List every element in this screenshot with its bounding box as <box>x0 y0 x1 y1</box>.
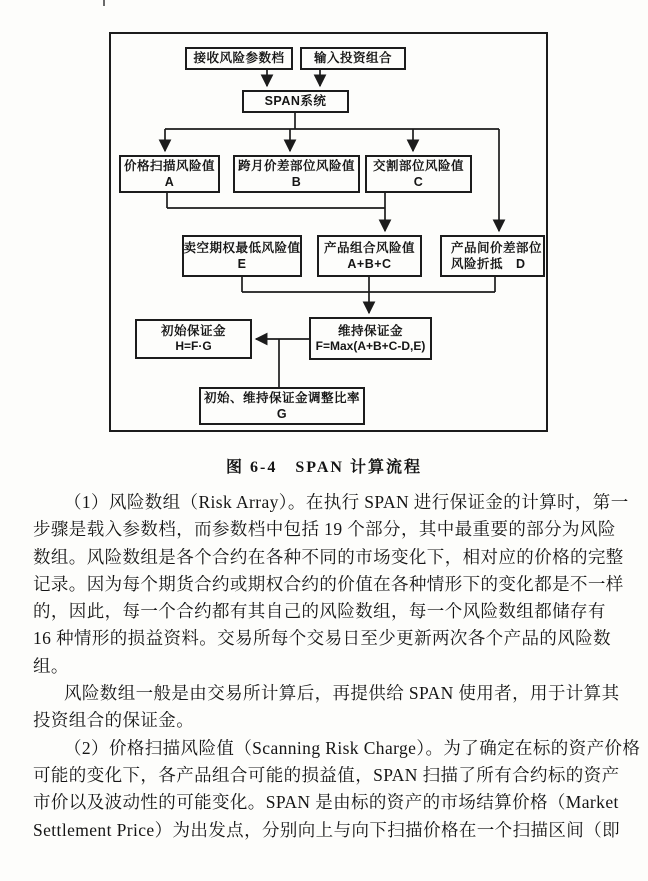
body-text <box>33 489 641 844</box>
flow-box-intermonth-spread-B <box>233 155 360 193</box>
flow-box-label: 产品间价差部位 <box>451 240 543 255</box>
flow-box-code: G <box>276 407 288 421</box>
flow-box-receive-params <box>185 47 293 70</box>
text-line: （2）价格扫描风险值（Scanning Risk Charge）。为了确定在标的资产价格 <box>64 737 641 758</box>
flow-box-code: A+B+C <box>347 257 392 271</box>
flow-box-short-option-min-E <box>182 235 302 277</box>
flow-box-portfolio-risk-ABC <box>317 235 422 277</box>
flow-box-code: A <box>164 175 175 189</box>
text-line: 投资组合的保证金。 <box>33 710 195 731</box>
text-line: Settlement Price）为出发点，分别向上与向下扫描价格在一个扫描区间（即 <box>33 819 620 840</box>
flow-box-code: B <box>291 175 302 189</box>
flow-box-label: 产品组合风险值 <box>323 240 415 255</box>
flow-box-delivery-risk-C <box>365 155 472 193</box>
flow-box-initial-margin-H <box>135 319 252 359</box>
text-line: 可能的变化下，各产品组合可能的损益值，SPAN 扫描了所有合约标的资产 <box>33 764 620 785</box>
flow-box-label: 交割部位风险值 <box>372 158 464 173</box>
text-line: 风险数组一般是由交易所计算后，再提供给 SPAN 使用者，用于计算其 <box>64 683 620 704</box>
text-line: 组。 <box>33 655 69 676</box>
flow-box-label: SPAN系统 <box>264 94 327 109</box>
span-calculation-flowchart <box>109 32 548 432</box>
flow-box-label: 接收风险参数档 <box>193 51 285 66</box>
scan-artifact <box>103 0 105 6</box>
text-line: 数组。风险数组是各个合约在各种不同的市场变化下，相对应的价格的完整 <box>33 546 624 567</box>
text-line: 市价以及波动性的可能变化。SPAN 是由标的资产的市场结算价格（Market <box>33 792 619 813</box>
flow-box-label: 价格扫描风险值 <box>123 158 215 173</box>
flow-box-label: 维持保证金 <box>337 323 403 338</box>
text-line: 16 种情形的损益资料。交易所每个交易日至少更新两次各个产品的风险数 <box>33 628 611 649</box>
text-line: 的，因此，每一个合约都有其自己的风险数组，每一个风险数组都储存有 <box>33 601 606 622</box>
flow-box-label: 初始保证金 <box>160 324 226 339</box>
flow-box-code: C <box>413 175 424 189</box>
text-line: （1）风险数组（Risk Array）。在执行 SPAN 进行保证金的计算时，第一 <box>64 492 629 512</box>
flow-box-interproduct-credit-D <box>440 235 545 277</box>
text-line: 记录。因为每个期货合约或期权合约的价值在各种情形下的变化都是不一样 <box>33 573 624 594</box>
flow-box-code: 风险折抵 D <box>451 257 526 271</box>
flow-box-code: E <box>237 257 247 271</box>
flow-box-formula: H=F·G <box>175 339 212 354</box>
flow-box-formula: F=Max(A+B+C-D,E) <box>315 338 426 353</box>
flow-box-price-scan-risk-A <box>119 155 220 193</box>
flow-box-label: 跨月价差部位风险值 <box>237 158 355 173</box>
flow-box-label: 卖空期权最低风险值 <box>183 240 301 255</box>
text-line: 步骤是载入参数档，而参数档中包括 19 个部分，其中最重要的部分为风险 <box>33 519 616 540</box>
flow-box-input-portfolio <box>300 47 406 70</box>
flow-box-adjust-ratio-G <box>199 387 365 425</box>
figure-caption: 图 6-4 SPAN 计算流程 <box>226 459 422 476</box>
flow-box-label: 输入投资组合 <box>313 51 392 66</box>
flow-box-maintenance-margin-F <box>309 317 432 360</box>
flow-box-label: 初始、维持保证金调整比率 <box>203 390 360 405</box>
flow-box-span-system <box>242 90 349 113</box>
